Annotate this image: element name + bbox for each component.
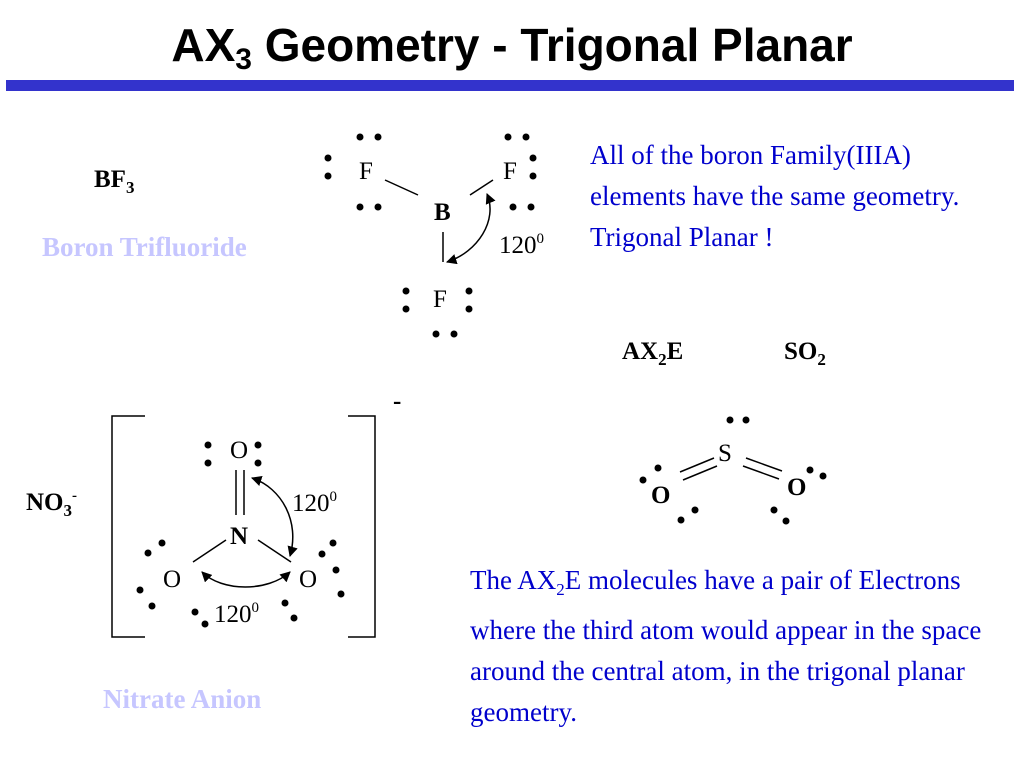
bf3-angle-value: 120 <box>499 232 537 259</box>
so2-formula <box>784 338 826 370</box>
nitrate-angle-arrow-upper <box>252 478 293 556</box>
nitrate-bond-left <box>193 540 226 562</box>
bf3-atom-f-right: F <box>503 158 517 185</box>
nitrate-charge: - <box>393 388 402 415</box>
nitrate-formula-charge: - <box>72 488 77 504</box>
title-rest: Geometry - Trigonal Planar <box>251 19 853 71</box>
bf3-angle-arrow <box>447 194 490 262</box>
nitrate-bond-right <box>258 540 291 562</box>
so2-atom-o-left: O <box>651 482 671 509</box>
nitrate-atom-n: N <box>230 523 249 550</box>
bf3-atom-f-bottom: F <box>433 286 447 313</box>
ax2e-note <box>470 560 1000 733</box>
bf3-name: Boron Trifluoride <box>42 232 247 262</box>
title-subscript: 3 <box>235 43 252 76</box>
so2-atom-s: S <box>718 440 732 467</box>
so2-formula-sub: 2 <box>817 350 826 369</box>
bf3-formula-text: BF <box>94 166 126 193</box>
nitrate-formula <box>26 488 77 521</box>
nitrate-angle-lower-value: 120 <box>214 601 252 628</box>
ax2e-note-prefix: The AX <box>470 565 557 595</box>
nitrate-angle-upper <box>292 489 337 518</box>
boron-family-note: All of the boron Family(IIIA) elements have the same geometry. Trigonal Planar ! <box>590 140 960 252</box>
title-text: AX <box>171 19 236 71</box>
bf3-formula-sub: 3 <box>125 178 135 197</box>
bf3-bond-angle <box>499 231 544 260</box>
ax2e-note-text: E molecules have a pair of Electrons where the third atom would appear in the space around the central atom, in the trigonal planar geometry. <box>470 565 982 727</box>
nitrate-angle-arrow-lower <box>202 572 290 587</box>
nitrate-formula-sub: 3 <box>63 501 72 520</box>
nitrate-angle-lower <box>214 600 259 629</box>
so2-formula-text: SO <box>784 338 818 365</box>
nitrate-formula-text: NO <box>26 489 64 516</box>
so2-atom-o-right: O <box>787 474 807 501</box>
bf3-bond-right <box>470 180 493 195</box>
nitrate-right-bracket <box>348 416 375 637</box>
bf3-atom-b: B <box>434 199 451 226</box>
nitrate-atom-o-top: O <box>230 437 249 464</box>
nitrate-left-bracket <box>112 416 145 637</box>
bf3-atom-f-left: F <box>359 158 373 185</box>
nitrate-atom-o-left: O <box>163 566 182 593</box>
ax2e-label-sub: 2 <box>658 350 667 369</box>
bf3-angle-degree: 0 <box>536 231 544 247</box>
ax2e-note-sub: 2 <box>556 580 565 599</box>
nitrate-angle-lower-degree: 0 <box>251 600 259 616</box>
bf3-bond-left <box>385 180 418 195</box>
ax2e-label <box>622 338 683 370</box>
nitrate-atom-o-right: O <box>299 566 318 593</box>
nitrate-name: Nitrate Anion <box>103 684 262 714</box>
ax2e-label-rest: E <box>666 338 684 365</box>
ax2e-label-text: AX <box>622 338 659 365</box>
nitrate-angle-upper-value: 120 <box>292 490 330 517</box>
bf3-formula <box>94 166 134 198</box>
nitrate-angle-upper-degree: 0 <box>329 489 337 505</box>
